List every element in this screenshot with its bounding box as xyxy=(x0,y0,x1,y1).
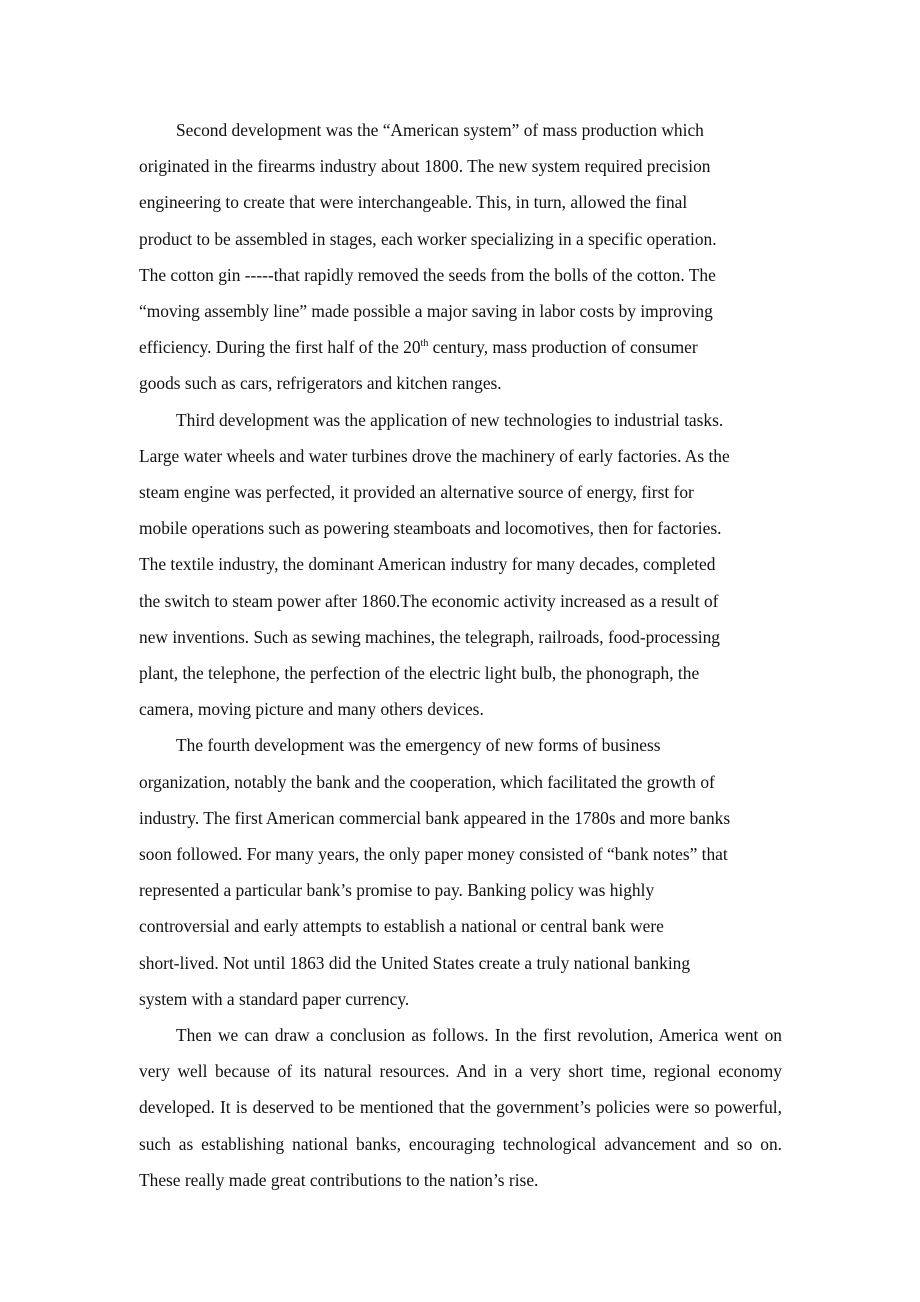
text-line: industry. The first American commercial bank appeared in the 1780s and more banks xyxy=(139,807,731,828)
text-line: mobile operations such as powering steamboats and locomotives, then for factories. xyxy=(139,518,722,539)
text-line: short-lived. Not until 1863 did the United States create a truly national banking xyxy=(139,952,691,973)
text-line: soon followed. For many years, the only paper money consisted of “bank notes” that xyxy=(139,844,728,865)
text-line: engineering to create that were interchangeable. This, in turn, allowed the final xyxy=(139,192,688,213)
text-segment: efficiency. During the first half of the 20 xyxy=(139,337,421,358)
text-line: product to be assembled in stages, each worker specializing in a specific operation. xyxy=(139,228,717,249)
text-segment: century, mass production of consumer xyxy=(428,337,698,358)
body-text xyxy=(139,112,782,1198)
text-line: steam engine was perfected, it provided an alternative source of energy, first for xyxy=(139,482,694,503)
text-line: camera, moving picture and many others devices. xyxy=(139,699,484,720)
text-line: plant, the telephone, the perfection of the electric light bulb, the phonograph, the xyxy=(139,663,700,684)
text-line: The fourth development was the emergency of new forms of business xyxy=(176,735,661,756)
text-line: The textile industry, the dominant American industry for many decades, completed xyxy=(139,554,716,575)
text-line: represented a particular bank’s promise to pay. Banking policy was highly xyxy=(139,880,655,901)
text-line: Second development was the “American system” of mass production which xyxy=(176,120,704,140)
paragraph-new-technologies xyxy=(139,402,782,728)
text-line xyxy=(139,329,782,365)
paragraph-business-organization xyxy=(139,727,782,1017)
paragraph-american-system xyxy=(139,112,782,402)
text-line: the switch to steam power after 1860.The economic activity increased as a result of xyxy=(139,590,719,611)
text-line: goods such as cars, refrigerators and kitchen ranges. xyxy=(139,373,502,394)
text-line: Third development was the application of new technologies to industrial tasks. xyxy=(176,409,724,430)
text-line: The cotton gin -----that rapidly removed the seeds from the bolls of the cotton. The xyxy=(139,264,716,285)
text-line: “moving assembly line” made possible a major saving in labor costs by improving xyxy=(139,301,713,322)
text-line: originated in the firearms industry about 1800. The new system required precision xyxy=(139,156,711,177)
text-line: Large water wheels and water turbines drove the machinery of early factories. As the xyxy=(139,445,730,466)
text-line: organization, notably the bank and the cooperation, which facilitated the growth of xyxy=(139,771,715,792)
superscript: th xyxy=(420,338,429,350)
text-line: system with a standard paper currency. xyxy=(139,988,410,1009)
paragraph-conclusion: Then we can draw a conclusion as follows. In the first revolution, America went on very well because of its natural resources. And in a very short time, regional economy developed. It is deserved to be mentioned that the government’s policies were so powerful, such as establishing national banks, encouraging technological advancement and so on. These really made great contributions to the nation’s rise. xyxy=(139,1025,782,1190)
text-line: new inventions. Such as sewing machines, the telegraph, railroads, food-processing xyxy=(139,626,720,647)
text-line: controversial and early attempts to establish a national or central bank were xyxy=(139,916,664,937)
